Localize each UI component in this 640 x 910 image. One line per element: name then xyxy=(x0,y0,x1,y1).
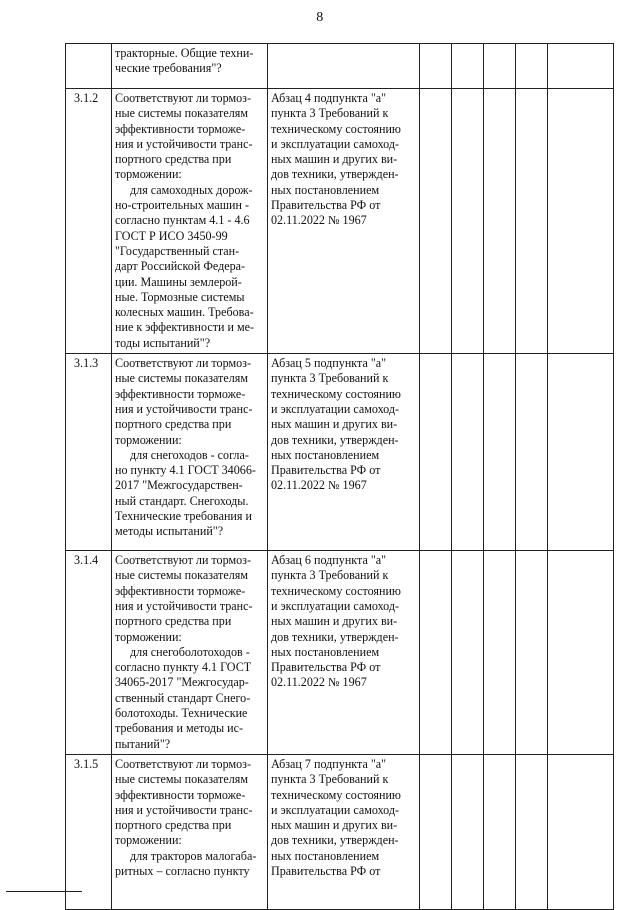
question-line: колесных машин. Требова- xyxy=(115,305,254,320)
reference-line: Абзац 4 подпункта "а" xyxy=(271,91,387,105)
answer-no-cell xyxy=(452,754,484,909)
question-line: ния и устойчивости транс- xyxy=(115,802,253,817)
reference-line: Абзац 5 подпункта "а" xyxy=(271,356,387,371)
reference-line: ных машин и других ви- xyxy=(271,614,398,629)
reference-line: пункта 3 Требований к xyxy=(271,772,389,787)
reference-line: и эксплуатации самоход- xyxy=(271,802,400,817)
question-line: эффективности торможе- xyxy=(115,787,246,802)
table-row xyxy=(66,754,614,909)
question-line: ные системы показателям xyxy=(115,772,248,787)
answer-extra-cell xyxy=(516,44,548,89)
reference-line: ных машин и других ви- xyxy=(271,417,398,432)
question-line: ные системы показателям xyxy=(115,568,248,583)
answer-extra-cell xyxy=(516,551,548,755)
reference-line: техническому состоянию xyxy=(271,583,401,598)
reference-line: Абзац 7 подпункта "а" xyxy=(271,756,387,771)
answer-extra-cell xyxy=(516,754,548,909)
requirement-question xyxy=(112,44,268,89)
question-line: для самоходных дорож- xyxy=(130,182,253,197)
reference-line: дов техники, утвержден- xyxy=(271,833,399,848)
question-line: Соответствуют ли тормоз- xyxy=(115,91,251,105)
question-line: для снегоходов - согла- xyxy=(130,447,249,462)
requirement-question xyxy=(112,89,268,354)
reference-line: 02.11.2022 № 1967 xyxy=(271,675,367,690)
reference-line: Правительства РФ от xyxy=(271,198,381,213)
reference-line: пункта 3 Требований к xyxy=(271,106,389,121)
answer-na-cell xyxy=(484,354,516,551)
table-row xyxy=(66,89,614,354)
reference-line: ных постановлением xyxy=(271,447,380,462)
reference-line: дов техники, утвержден- xyxy=(271,167,399,182)
answer-yes-cell xyxy=(420,89,452,354)
note-cell xyxy=(548,44,614,89)
question-line: торможении: xyxy=(115,167,182,182)
reference-line: дов техники, утвержден- xyxy=(271,629,399,644)
reference-line: Правительства РФ от xyxy=(271,463,381,478)
answer-yes-cell xyxy=(420,44,452,89)
question-line: портного средства при xyxy=(115,818,232,833)
reference-line: техническому состоянию xyxy=(271,386,401,401)
question-line: торможении: xyxy=(115,432,182,447)
question-line: ные системы показателям xyxy=(115,106,248,121)
question-line: ции. Машины землерой- xyxy=(115,274,242,289)
requirement-question xyxy=(112,551,268,755)
reference-line: и эксплуатации самоход- xyxy=(271,401,400,416)
question-line: ритных – согласно пункту xyxy=(115,863,250,878)
question-line: для тракторов малогаба- xyxy=(130,848,257,863)
note-cell xyxy=(548,89,614,354)
question-line: 34065-2017 "Межгосудар- xyxy=(115,675,249,690)
answer-no-cell xyxy=(452,551,484,755)
legal-reference xyxy=(268,44,420,89)
note-cell xyxy=(548,754,614,909)
question-line: дарт Российской Федера- xyxy=(115,259,246,274)
answer-na-cell xyxy=(484,89,516,354)
reference-line: дов техники, утвержден- xyxy=(271,432,399,447)
question-line: 2017 "Межгосударствен- xyxy=(115,478,243,493)
legal-reference xyxy=(268,551,420,755)
legal-reference xyxy=(268,89,420,354)
note-cell xyxy=(548,354,614,551)
reference-line: и эксплуатации самоход- xyxy=(271,598,400,613)
question-line: эффективности торможе- xyxy=(115,386,246,401)
table-row xyxy=(66,551,614,755)
reference-line: техническому состоянию xyxy=(271,787,401,802)
reference-line: 02.11.2022 № 1967 xyxy=(271,478,367,493)
table-row xyxy=(66,44,614,89)
question-line: ческие требования"? xyxy=(115,61,222,76)
page-number: 8 xyxy=(316,10,324,25)
reference-line: ных постановлением xyxy=(271,848,380,863)
question-line: "Государственный стан- xyxy=(115,243,240,258)
question-line: согласно пункту 4.1 ГОСТ xyxy=(115,660,252,675)
question-line: ные. Тормозные системы xyxy=(115,289,245,304)
row-number: 3.1.3 xyxy=(66,354,112,551)
question-line: требования и методы ис- xyxy=(115,721,244,736)
question-line: ния и устойчивости транс- xyxy=(115,136,253,151)
reference-line: пункта 3 Требований к xyxy=(271,568,389,583)
reference-line: и эксплуатации самоход- xyxy=(271,136,400,151)
question-line: для снегоболотоходов - xyxy=(130,644,250,659)
answer-extra-cell xyxy=(516,89,548,354)
question-line: ГОСТ Р ИСО 3450-99 xyxy=(115,228,228,243)
reference-line: Абзац 6 подпункта "а" xyxy=(271,553,387,568)
answer-yes-cell xyxy=(420,354,452,551)
question-line: пытаний"? xyxy=(115,736,171,751)
answer-no-cell xyxy=(452,44,484,89)
question-line: портного средства при xyxy=(115,152,232,167)
question-line: торможении: xyxy=(115,833,182,848)
answer-na-cell xyxy=(484,754,516,909)
row-number xyxy=(66,44,112,89)
table-row xyxy=(66,354,614,551)
question-line: ния и устойчивости транс- xyxy=(115,598,253,613)
legal-reference xyxy=(268,354,420,551)
question-line: Соответствуют ли тормоз- xyxy=(115,756,251,771)
question-line: ние к эффективности и ме- xyxy=(115,320,255,335)
reference-line: пункта 3 Требований к xyxy=(271,371,389,386)
reference-line: ных машин и других ви- xyxy=(271,152,398,167)
footer-rule xyxy=(6,891,82,892)
note-cell xyxy=(548,551,614,755)
answer-na-cell xyxy=(484,551,516,755)
question-line: но-строительных машин - xyxy=(115,198,250,213)
question-line: Технические требования и xyxy=(115,509,252,524)
answer-no-cell xyxy=(452,89,484,354)
question-line: тракторные. Общие техни- xyxy=(115,46,254,60)
reference-line: Правительства РФ от xyxy=(271,863,381,878)
row-number: 3.1.4 xyxy=(66,551,112,755)
question-line: согласно пунктам 4.1 - 4.6 xyxy=(115,213,250,228)
reference-line: ных постановлением xyxy=(271,644,380,659)
question-line: портного средства при xyxy=(115,417,232,432)
question-line: но пункту 4.1 ГОСТ 34066- xyxy=(115,463,256,478)
question-line: торможении: xyxy=(115,629,182,644)
question-line: методы испытаний"? xyxy=(115,524,224,539)
question-line: Соответствуют ли тормоз- xyxy=(115,356,251,371)
reference-line: ных машин и других ви- xyxy=(271,818,398,833)
reference-line: 02.11.2022 № 1967 xyxy=(271,213,367,228)
checklist-table xyxy=(65,43,614,910)
answer-yes-cell xyxy=(420,551,452,755)
reference-line: ных постановлением xyxy=(271,182,380,197)
question-line: Соответствуют ли тормоз- xyxy=(115,553,251,568)
answer-no-cell xyxy=(452,354,484,551)
row-number: 3.1.5 xyxy=(66,754,112,909)
question-line: ственный стандарт Снего- xyxy=(115,690,251,705)
question-line: ные системы показателям xyxy=(115,371,248,386)
answer-na-cell xyxy=(484,44,516,89)
question-line: ный стандарт. Снегоходы. xyxy=(115,493,249,508)
reference-line: техническому состоянию xyxy=(271,121,401,136)
question-line: тоды испытаний"? xyxy=(115,335,211,350)
question-line: эффективности торможе- xyxy=(115,121,246,136)
question-line: эффективности торможе- xyxy=(115,583,246,598)
requirement-question xyxy=(112,754,268,909)
question-line: портного средства при xyxy=(115,614,232,629)
row-number: 3.1.2 xyxy=(66,89,112,354)
answer-extra-cell xyxy=(516,354,548,551)
reference-line: Правительства РФ от xyxy=(271,660,381,675)
question-line: болотоходы. Технические xyxy=(115,706,248,721)
requirement-question xyxy=(112,354,268,551)
answer-yes-cell xyxy=(420,754,452,909)
question-line: ния и устойчивости транс- xyxy=(115,401,253,416)
legal-reference xyxy=(268,754,420,909)
